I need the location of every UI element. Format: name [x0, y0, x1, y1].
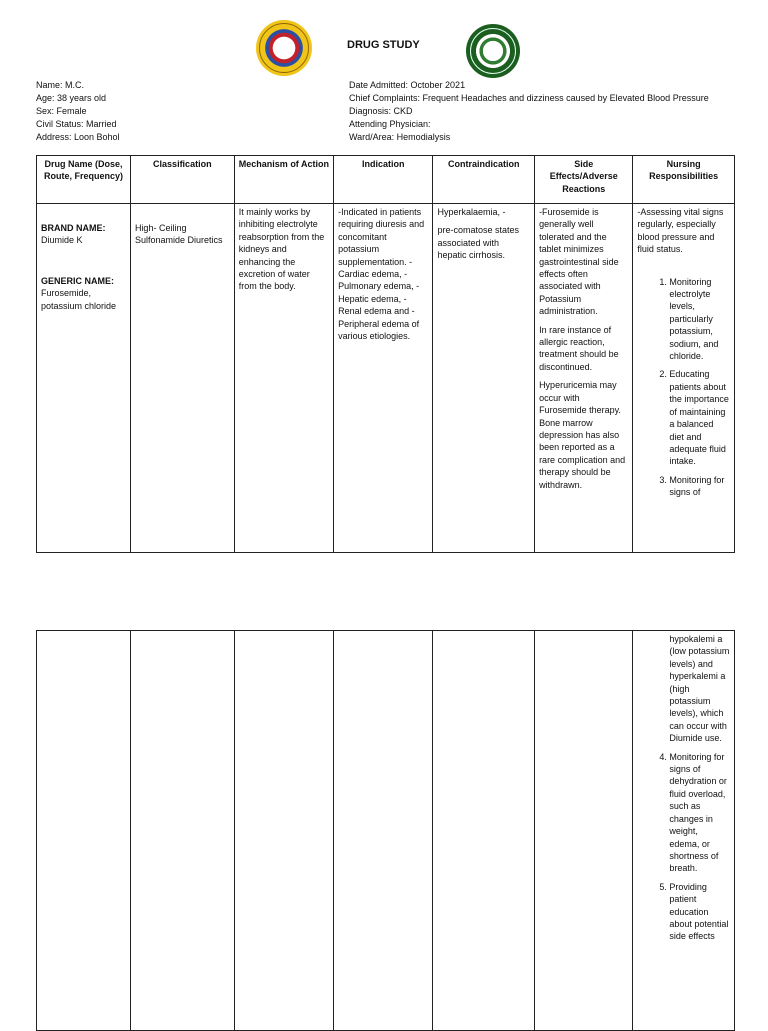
generic-name-label: GENERIC NAME: [41, 275, 115, 286]
nursing-list [637, 276, 730, 499]
header-classification: Classification [130, 156, 234, 204]
drug-study-table [36, 155, 735, 553]
nursing-list-cont-2 [637, 751, 730, 943]
list-item: 1. Monitoring electrolyte levels, particularly potassium, sodium, and chloride. [669, 276, 730, 363]
table-row [37, 204, 735, 553]
nursing-list-cont [637, 633, 730, 745]
cell-nursing-cont [633, 631, 735, 1031]
cell-indication [334, 204, 433, 553]
header-indication: Indication [334, 156, 433, 204]
document-title: DRUG STUDY [347, 39, 420, 51]
diagnosis: Diagnosis: CKD [349, 106, 413, 116]
side-effects-text-1: -Furosemide is generally well tolerated and the tablet minimizes gastrointestinal side effects often associated with Potassium administration. [539, 207, 619, 317]
cell-classification-cont [130, 631, 234, 1031]
indication-text: -Indicated in patients requiring diuresis and concomitant potassium supplementation. - Cardiac edema, - Pulmonary edema, - Hepatic edema, - Renal edema and - Peripheral edema of various etiologies. [338, 207, 425, 342]
patient-name: Name: M.C. [36, 80, 85, 90]
patient-info [36, 79, 120, 144]
chief-complaints: Chief Complaints: Frequent Headaches and dizziness caused by Elevated Blood Pressure [349, 93, 709, 103]
table-row [37, 631, 735, 1031]
brand-name: Diumide K [41, 235, 83, 246]
contraindication-text-2: pre-comatose states associated with hepatic cirrhosis. [437, 225, 520, 261]
generic-name: Furosemide, potassium chloride [41, 288, 117, 311]
header-mechanism: Mechanism of Action [234, 156, 333, 204]
cell-indication-cont [334, 631, 433, 1031]
list-item: hypokalemi a (low potassium levels) and hyperkalemi a (high potassium levels), which can occur with Diumide use. [669, 634, 730, 744]
cell-drug-name-cont [37, 631, 131, 1031]
mechanism-text: It mainly works by inhibiting electrolyte reabsorption from the kidneys and enhancing the excretion of water from the body. [238, 207, 325, 292]
cell-classification [130, 204, 234, 553]
list-item: 2. Educating patients about the importance of maintaining a balanced diet and adequate fluid intake. [669, 368, 730, 467]
ward-area: Ward/Area: Hemodialysis [349, 132, 451, 142]
header-drug-name: Drug Name (Dose, Route, Frequency) [37, 156, 131, 204]
table-header-row [37, 156, 735, 204]
cell-contraindication [433, 204, 535, 553]
side-effects-text-3: Hyperuricemia may occur with Furosemide therapy. Bone marrow depression has also been reported as a rare complication and therapy should be withdrawn. [539, 380, 626, 490]
header-side-effects: Side Effects/Adverse Reactions [535, 156, 633, 204]
contraindication-text-1: Hyperkalaemia, - [437, 207, 506, 217]
side-effects-text-2: In rare instance of allergic reaction, treatment should be discontinued. [539, 324, 619, 372]
list-item: 4. Monitoring for signs of dehydration or fluid overload, such as changes in weight, edema, or shortness of breath. [669, 751, 730, 875]
drug-study-table-continued [36, 630, 735, 1031]
cell-side-effects-cont [535, 631, 633, 1031]
patient-address: Address: Loon Bohol [36, 132, 120, 142]
list-item: 5. Providing patient education about potential side effects [669, 881, 730, 943]
nursing-intro: -Assessing vital signs regularly, especially blood pressure and fluid status. [637, 207, 724, 255]
cell-mechanism-cont [234, 631, 333, 1031]
patient-civil-status: Civil Status: Married [36, 119, 117, 129]
nursing-seal-logo [466, 24, 520, 78]
cell-nursing [633, 204, 735, 553]
list-item: 3. Monitoring for signs of [669, 474, 730, 499]
university-seal-logo [256, 20, 312, 76]
classification-text: High- Ceiling Sulfonamide Diuretics [134, 223, 223, 246]
header-nursing: Nursing Responsibilities [633, 156, 735, 204]
date-admitted: Date Admitted: October 2021 [349, 80, 466, 90]
cell-contraindication-cont [433, 631, 535, 1031]
header-contraindication: Contraindication [433, 156, 535, 204]
patient-age: Age: 38 years old [36, 93, 107, 103]
admission-info [349, 79, 709, 144]
cell-drug-name [37, 204, 131, 553]
patient-sex: Sex: Female [36, 106, 87, 116]
cell-mechanism [234, 204, 333, 553]
cell-side-effects [535, 204, 633, 553]
attending-physician: Attending Physician: [349, 119, 431, 129]
brand-name-label: BRAND NAME: [41, 223, 106, 233]
